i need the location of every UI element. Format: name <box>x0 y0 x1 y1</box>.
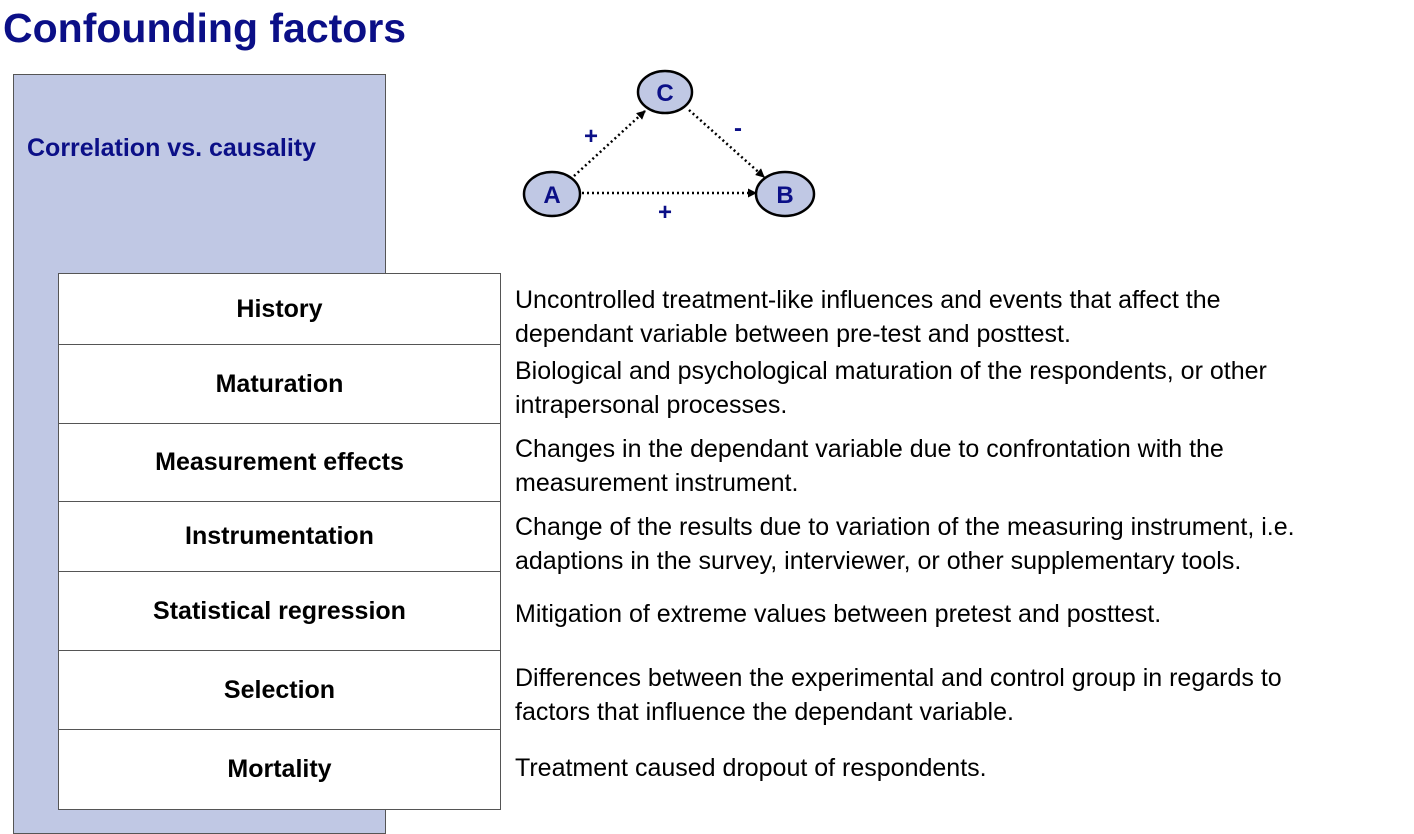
description-line: Differences between the experimental and control group in regards to <box>515 664 1282 692</box>
side-panel-label: Correlation vs. causality <box>27 134 317 162</box>
description-line: Uncontrolled treatment-like influences and events that affect the <box>515 286 1221 314</box>
node-c-label: C <box>656 80 674 107</box>
factor-description-history <box>515 283 1221 351</box>
description-line: Biological and psychological maturation of the respondents, or other <box>515 357 1267 385</box>
factor-name-instrumentation: Instrumentation <box>58 501 501 572</box>
factor-description-measurement-effects <box>515 432 1224 500</box>
factor-description-mortality <box>515 751 987 785</box>
description-line: factors that influence the dependant variable. <box>515 698 1014 726</box>
description-line: Mitigation of extreme values between pretest and posttest. <box>515 600 1162 628</box>
factor-name-statistical-regression: Statistical regression <box>58 571 501 651</box>
factor-description-selection <box>515 661 1282 729</box>
factor-name-selection: Selection <box>58 650 501 730</box>
description-line: intrapersonal processes. <box>515 391 788 419</box>
factor-name-maturation: Maturation <box>58 344 501 424</box>
causal-diagram <box>500 58 830 233</box>
factor-name-measurement-effects: Measurement effects <box>58 423 501 502</box>
description-line: adaptions in the survey, interviewer, or other supplementary tools. <box>515 547 1242 575</box>
factor-description-instrumentation <box>515 510 1295 578</box>
edge-a-to-c-sign: + <box>583 123 599 150</box>
edge-a-to-b-sign: + <box>657 199 673 226</box>
node-a-label: A <box>543 182 561 209</box>
factor-description-statistical-regression <box>515 597 1161 631</box>
factor-name-history: History <box>58 273 501 345</box>
description-line: Treatment caused dropout of respondents. <box>515 754 987 782</box>
description-line: Change of the results due to variation of the measuring instrument, i.e. <box>515 513 1295 541</box>
edge-c-to-b <box>689 110 764 177</box>
edge-c-to-b-sign: - <box>734 115 742 142</box>
page-title: Confounding factors <box>3 5 407 51</box>
description-line: measurement instrument. <box>515 469 799 497</box>
node-b-label: B <box>776 182 794 209</box>
description-line: dependant variable between pre-test and posttest. <box>515 320 1071 348</box>
factor-description-maturation <box>515 354 1267 422</box>
description-line: Changes in the dependant variable due to confrontation with the <box>515 435 1224 463</box>
factor-name-mortality: Mortality <box>58 729 501 810</box>
